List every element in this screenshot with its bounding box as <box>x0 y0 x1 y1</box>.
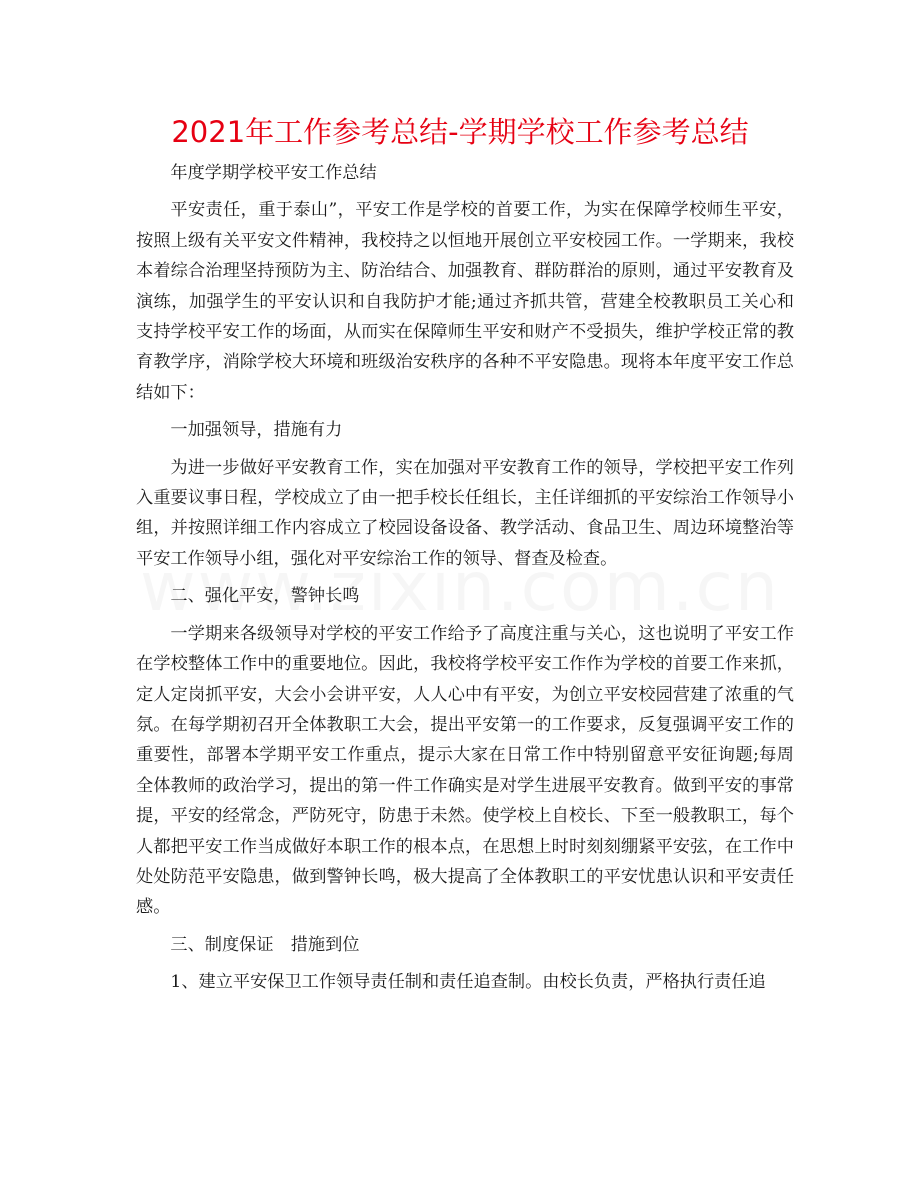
subtitle-paragraph: 年度学期学校平安工作总结 <box>170 163 377 183</box>
body-paragraph: 为进一步做好平安教育工作，实在加强对平安教育工作的领导，学校把平安工作列入重要议事日程，学校成立了由一把手校长任组长，主任详细抓的平安综治工作领导小组，并按照详细工作内容成立了校园设备设备、教学活动、食品卫生、周边环境整治等平安工作领导小组，强化对平安综治工作的领导、督查及检查。 <box>136 457 794 569</box>
document-title: 2021年工作参考总结-学期学校工作参考总结 <box>171 115 749 149</box>
body-paragraph: 一学期来各级领导对学校的平安工作给予了高度注重与关心，这也说明了平安工作在学校整体工作中的重要地位。因此，我校将学校平安工作作为学校的首要工作来抓，定人定岗抓平安，大会小会讲平安，人人心中有平安，为创立平安校园营建了浓重的气氛。在每学期初召开全体教职工大会，提出平安第一的工作要求，反复强调平安工作的重要性，部署本学期平安工作重点，提示大家在日常工作中特别留意平安征询题;每周全体教师的政治学习，提出的第一件工作确实是对学生进展平安教育。做到平安的事常提，平安的经常念，严防死守，防患于未然。使学校上自校长、下至一般教职工，每个人都把平安工作当成做好本职工作的根本点，在思想上时时刻刻绷紧平安弦，在工作中处处防范平安隐患，做到警钟长鸣，极大提高了全体教职工的平安忧患认识和平安责任感。 <box>136 623 794 918</box>
body-paragraph: 平安责任，重于泰山”，平安工作是学校的首要工作，为实在保障学校师生平安，按照上级有关平安文件精神，我校持之以恒地开展创立平安校园工作。一学期来，我校本着综合治理坚持预防为主、防治结合、加强教育、群防群治的原则，通过平安教育及演练，加强学生的平安认识和自我防护才能;通过齐抓共管，营建全校教职员工关心和支持学校平安工作的场面，从而实在保障师生平安和财产不受损失，维护学校正常的教育教学序，消除学校大环境和班级治安秩序的各种不平安隐患。现将本年度平安工作总结如下： <box>136 200 794 403</box>
section-heading: 一加强领导，措施有力 <box>170 420 343 441</box>
section-heading: 二、强化平安，警钟长鸣 <box>170 586 360 607</box>
document-body <box>136 158 794 998</box>
section-heading: 三、制度保证 措施到位 <box>170 934 360 955</box>
body-paragraph: 1、建立平安保卫工作领导责任制和责任追查制。由校长负责，严格执行责任追 <box>170 972 766 993</box>
